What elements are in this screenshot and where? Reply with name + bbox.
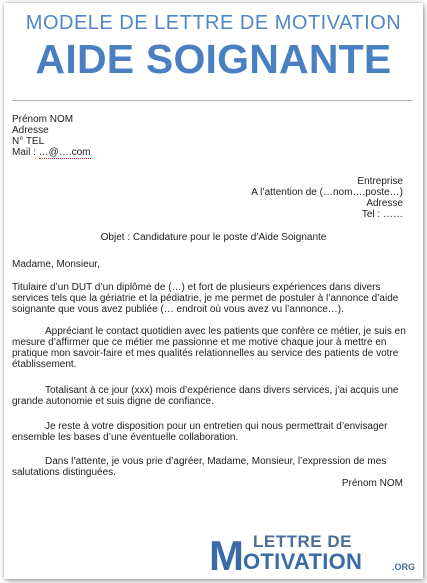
paragraph-1 — [12, 282, 408, 315]
sender-mail-value: …@….com — [38, 147, 91, 158]
recipient-block — [251, 176, 403, 220]
sender-name: Prénom NOM — [12, 114, 74, 125]
letter-sheet — [4, 3, 423, 579]
recipient-tel: Tel : …… — [361, 209, 403, 220]
sender-block — [12, 114, 91, 158]
recipient-address: Adresse — [366, 198, 403, 209]
paragraph-line: ensemble les bases d’une éventuelle collaboration. — [12, 432, 239, 443]
letter-subject: Objet : Candidature pour le poste d’Aide Soignante — [100, 232, 327, 243]
logo-line-2: OTIVATION — [243, 549, 363, 574]
signature: Prénom NOM — [341, 478, 403, 489]
header-divider — [12, 100, 413, 101]
paragraph-4 — [12, 421, 408, 443]
logo-line-1: LETTRE DE — [253, 532, 352, 551]
paragraph-line: Totalisant à ce jour (xxx) mois d’expérience dans divers services, j’ai acquis une — [45, 385, 399, 396]
paragraph-3 — [12, 385, 408, 407]
paragraph-line: soignante que vous avez publiée (… endroit où vous avez vu l’annonce…). — [12, 304, 344, 315]
paragraph-line: mesure d’affirmer que ce métier me passionne et me motive chaque jour à mettre en — [12, 337, 387, 348]
sender-mail — [12, 147, 91, 158]
recipient-attention: A l’attention de (…nom….poste…) — [251, 187, 403, 198]
paragraph-line: salutations distinguées. — [12, 467, 116, 478]
paragraph-line: établissement. — [12, 359, 77, 370]
paragraph-line: Titulaire d’un DUT d’un diplôme de (…) et fort de plusieurs expériences dans divers — [12, 282, 381, 293]
paragraph-line: Appréciant le contact quotidien avec les patients que confère ce métier, je suis en — [45, 326, 406, 337]
document-subtitle: MODELE DE LETTRE DE MOTIVATION — [25, 12, 402, 34]
paragraph-5 — [12, 456, 408, 478]
site-logo — [209, 532, 419, 579]
paragraph-line: Je reste à votre disposition pour un entretien qui nous permettrait d’envisager — [45, 421, 388, 432]
letter-greeting: Madame, Monsieur, — [12, 259, 100, 270]
sender-tel: N° TEL — [12, 136, 45, 147]
paragraph-line: grande autonomie et suis digne de confiance. — [12, 396, 214, 407]
paragraph-line: Dans l’attente, je vous prie d’agréer, Madame, Monsieur, l’expression de mes — [45, 456, 387, 467]
sender-address: Adresse — [12, 125, 49, 136]
paragraph-line: pratique mon savoir-faire et mes qualités relationnelles au service des patients de votre — [12, 348, 399, 359]
logo-suffix: .ORG — [392, 562, 416, 572]
document-title: AIDE SOIGNANTE — [35, 36, 392, 82]
paragraph-2 — [12, 326, 408, 370]
paragraph-line: services tels que la gériatrie et la pédiatrie, je me permet de postuler à l’annonce d’aide — [12, 293, 399, 304]
sender-mail-label: Mail : — [12, 147, 39, 158]
logo-big-letter: M — [209, 532, 244, 579]
recipient-company: Entreprise — [357, 176, 403, 187]
